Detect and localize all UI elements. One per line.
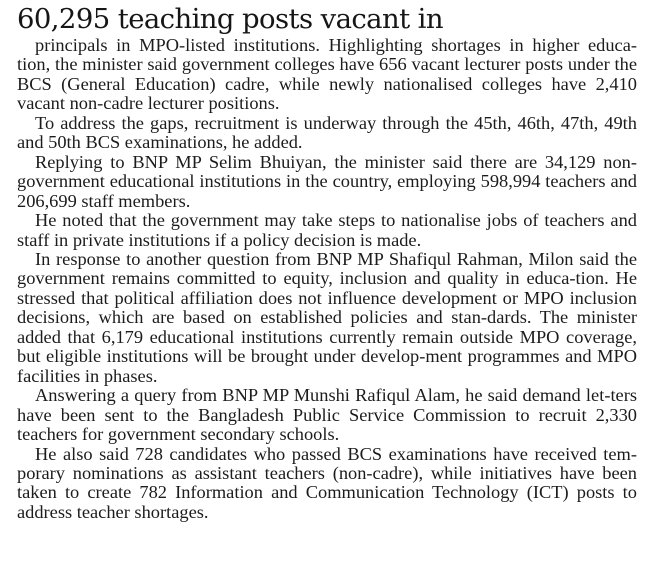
article-paragraph: To address the gaps, recruitment is underway through the 45th, 46th, 47th, 49th and 50th BCS examinations, he added. [17, 112, 637, 153]
article-paragraph: He noted that the government may take steps to nationalise jobs of teachers and staff in private institutions if a policy decision is made. [17, 210, 637, 250]
article-paragraph: Answering a query from BNP MP Munshi Rafiqul Alam, he said demand let-ters have been sent to the Bangladesh Public Service Commission to recruit 2,330 teachers for government secondary schools. [17, 385, 637, 445]
article-paragraph: Replying to BNP MP Selim Bhuiyan, the minister said there are 34,129 non-government educational institutions in the country, employing 598,994 teachers and 206,699 staff members. [17, 151, 637, 211]
article-headline: 60,295 teaching posts vacant in [17, 3, 443, 35]
article-paragraph: In response to another question from BNP MP Shafiqul Rahman, Milon said the government remains committed to equity, inclusion and quality in educa-tion. He stressed that political affiliation does not influence development or MPO inclusion decisions, which are based on established policies and stan-dards. The minister added that 6,179 educational institutions currently remain outside MPO coverage, but eligible institutions will be brought under develop-ment programmes and MPO facilities in phases. [17, 248, 637, 386]
article-paragraph: principals in MPO-listed institutions. Highlighting shortages in higher educa-tion, the minister said government colleges have 656 vacant lecturer posts under the BCS (General Education) cadre, while newly nationalised colleges have 2,410 vacant non-cadre lecturer positions. [17, 35, 637, 114]
article-paragraph: He also said 728 candidates who passed BCS examinations have received tem-porary nominations as assistant teachers (non-cadre), while initiatives have been taken to create 782 Information and Communication Technology (ICT) posts to address teacher shortages. [17, 443, 637, 522]
article-body [17, 36, 637, 522]
